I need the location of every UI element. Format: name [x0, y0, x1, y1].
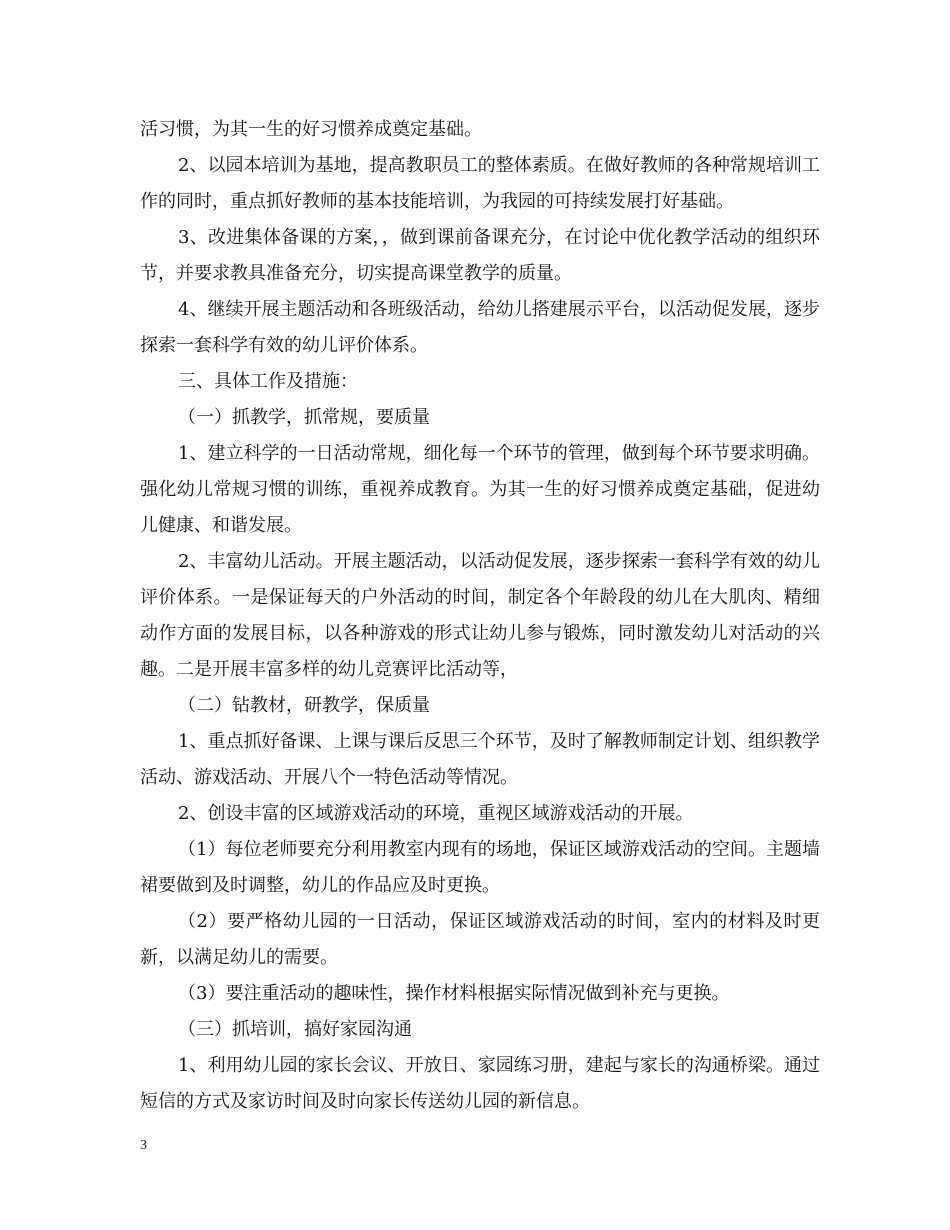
paragraph: （1）每位老师要充分利用教室内现有的场地，保证区域游戏活动的空间。主题墙裙要做到及时调整，幼儿的作品应及时更换。 [140, 839, 820, 896]
subsection-heading: （一）抓教学，抓常规，要质量 [178, 407, 430, 428]
paragraph: 活习惯，为其一生的好习惯养成奠定基础。 [140, 119, 482, 140]
paragraph: 2、丰富幼儿活动。开展主题活动，以活动促发展，逐步探索一套科学有效的幼儿评价体系。一是保证每天的户外活动的时间，制定各个年龄段的幼儿在大肌肉、精细动作方面的发展目标，以各种游戏的形式让幼儿参与锻炼，同时激发幼儿对活动的兴趣。二是开展丰富多样的幼儿竞赛评比活动等， [140, 551, 820, 680]
document-body [140, 112, 820, 1120]
subsection-heading: （二）钻教材，研教学，保质量 [178, 695, 430, 716]
paragraph: （3）要注重活动的趣味性，操作材料根据实际情况做到补充与更换。 [178, 983, 730, 1004]
subsection-heading: （三）抓培训，搞好家园沟通 [178, 1019, 412, 1040]
paragraph: 4、继续开展主题活动和各班级活动，给幼儿搭建展示平台，以活动促发展，逐步探索一套科学有效的幼儿评价体系。 [140, 299, 820, 356]
paragraph: 2、以园本培训为基地，提高教职员工的整体素质。在做好教师的各种常规培训工作的同时，重点抓好教师的基本技能培训，为我园的可持续发展打好基础。 [140, 155, 820, 212]
page-number: 3 [140, 1138, 147, 1153]
paragraph: 1、建立科学的一日活动常规，细化每一个环节的管理，做到每个环节要求明确。强化幼儿常规习惯的训练，重视养成教育。为其一生的好习惯养成奠定基础，促进幼儿健康、和谐发展。 [140, 443, 820, 536]
paragraph: 1、利用幼儿园的家长会议、开放日、家园练习册，建起与家长的沟通桥梁。通过短信的方式及家访时间及时向家长传送幼儿园的新信息。 [140, 1055, 820, 1112]
paragraph: 2、创设丰富的区域游戏活动的环境，重视区域游戏活动的开展。 [178, 803, 694, 824]
paragraph: 3、改进集体备课的方案，，做到课前备课充分，在讨论中优化教学活动的组织环节，并要求教具准备充分，切实提高课堂教学的质量。 [140, 227, 820, 284]
paragraph: （2）要严格幼儿园的一日活动，保证区域游戏活动的时间，室内的材料及时更新，以满足幼儿的需要。 [140, 911, 820, 968]
paragraph: 1、重点抓好备课、上课与课后反思三个环节，及时了解教师制定计划、组织教学活动、游戏活动、开展八个一特色活动等情况。 [140, 731, 820, 788]
section-heading: 三、具体工作及措施： [178, 371, 358, 392]
